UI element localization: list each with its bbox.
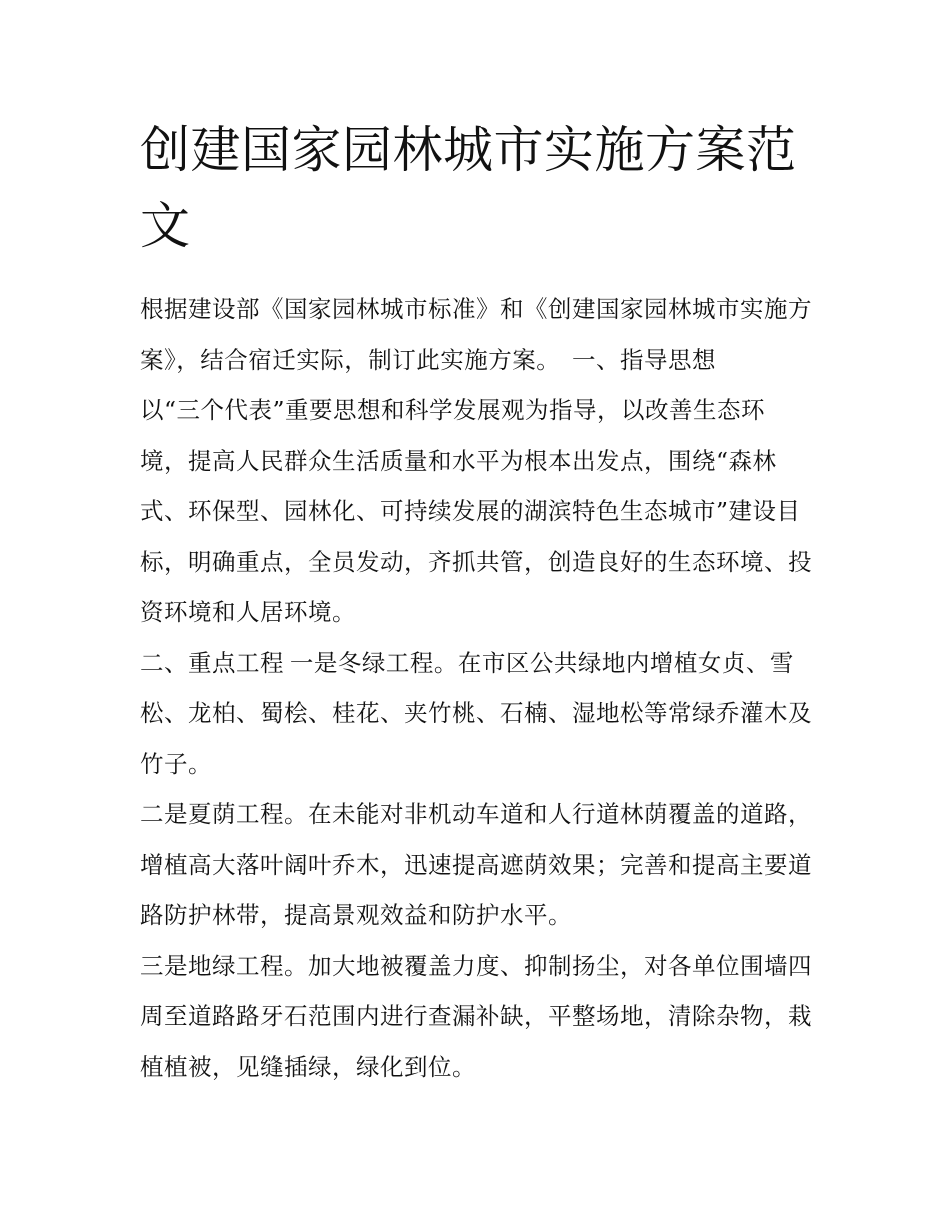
document-title: 创建国家园林城市实施方案范文 xyxy=(140,121,797,255)
section1-heading: 一、指导思想 xyxy=(572,345,716,374)
section1-body-text: 以“三个代表”重要思想和科学发展观为指导，以改善生态环境，提高人民群众生活质量和水平为根本出发点，围绕“森林式、环保型、园林化、可持续发展的湖滨特色生态城市”建设目标，明确重点，全员发动，齐抓共管，创造良好的生态环境、投资环境和人居环境。 xyxy=(140,396,812,626)
document-body xyxy=(140,284,812,1092)
document-content xyxy=(140,112,812,1092)
section2-paragraph xyxy=(140,638,812,790)
intro-lead-text: 根据建设部《国家园林城市标准》和《创建国家园林城市实施方案》，结合宿迁实际，制订此实施方案。 xyxy=(140,295,812,374)
intro-paragraph xyxy=(140,284,812,638)
ground-cover-project-paragraph: 三是地绿工程。加大地被覆盖力度、抑制扬尘，对各单位围墙四周至道路路牙石范围内进行查漏补缺，平整场地，清除杂物，栽植植被，见缝插绿，绿化到位。 xyxy=(140,951,812,1081)
summer-shade-project-paragraph: 二是夏荫工程。在未能对非机动车道和人行道林荫覆盖的道路，增植高大落叶阔叶乔木，迅速提高遮荫效果；完善和提高主要道路防护林带，提高景观效益和防护水平。 xyxy=(140,800,812,929)
section2-heading: 二、重点工程 xyxy=(140,648,284,677)
winter-green-project-text: 一是冬绿工程。在市区公共绿地内增植女贞、雪松、龙柏、蜀桧、桂花、夹竹桃、石楠、湿地松等常绿乔灌木及竹子。 xyxy=(140,648,812,778)
